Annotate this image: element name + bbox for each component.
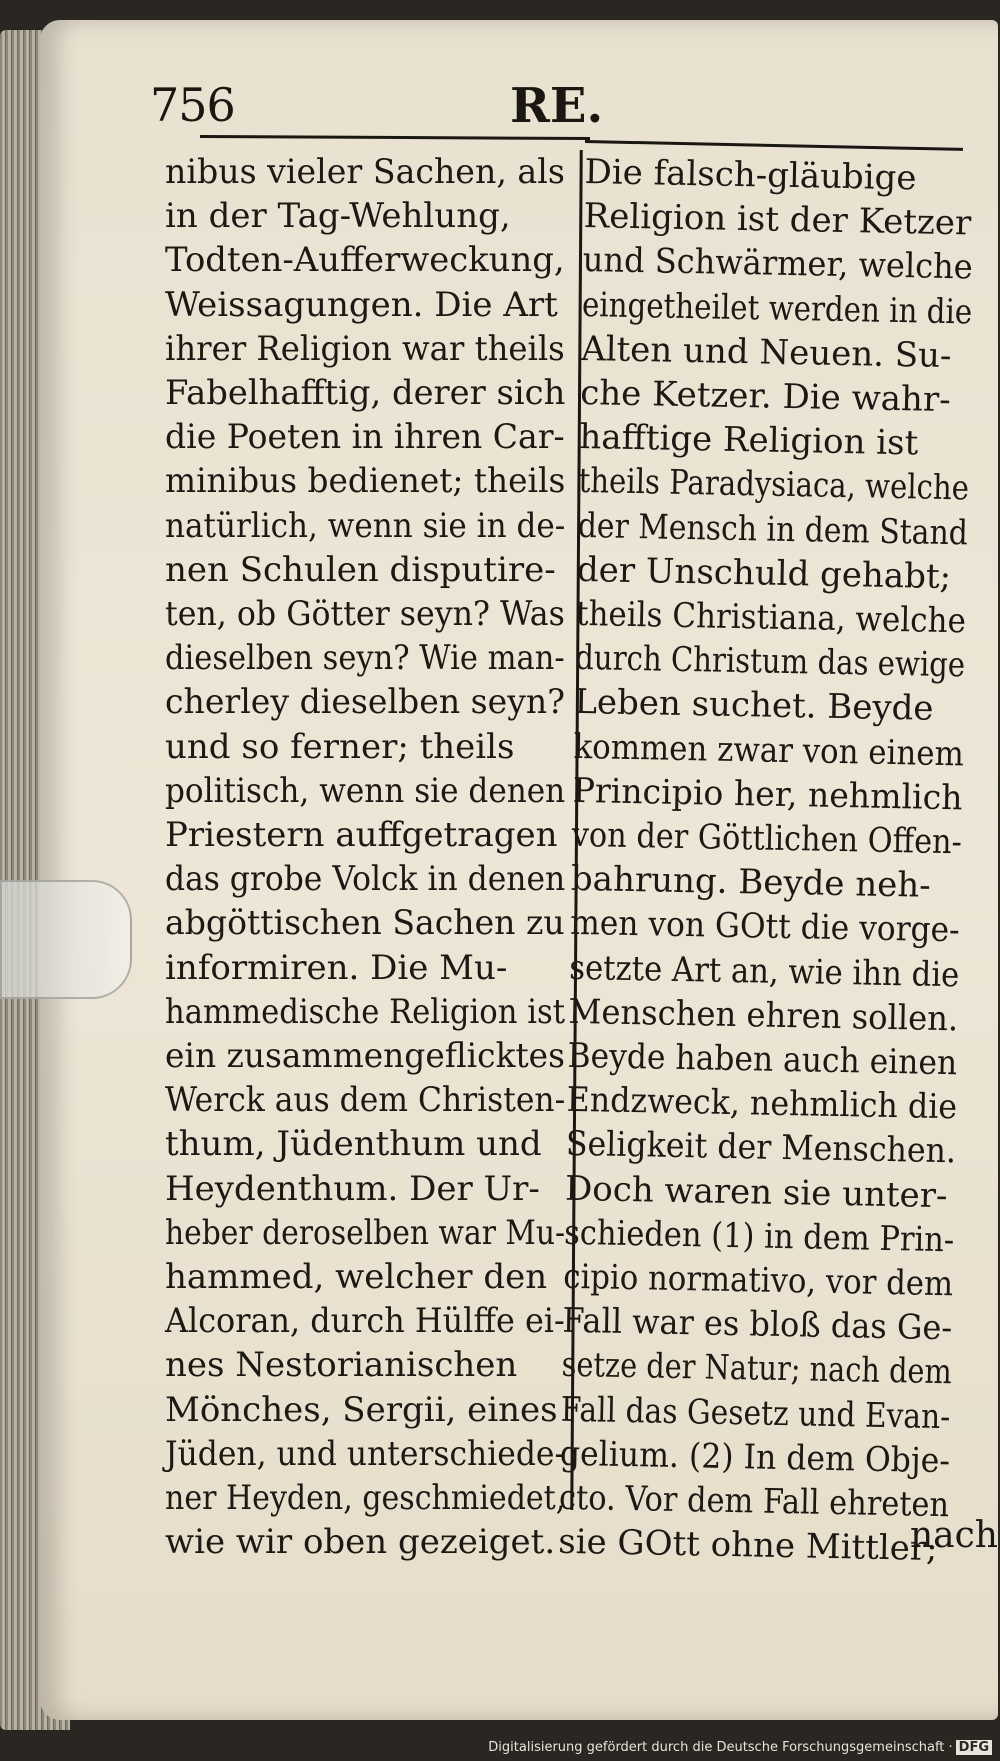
text-line: men von GOtt die vorge- [569, 903, 961, 951]
text-line: Religion ist der Ketzer [583, 196, 972, 244]
text-line: nibus vieler Sachen, als [165, 152, 565, 192]
text-line: wie wir oben gezeiget. [165, 1522, 556, 1563]
text-line: thum, Jüdenthum und [165, 1124, 542, 1165]
text-line: und Schwärmer, welche [582, 240, 974, 288]
text-line: ner Heyden, geschmiedet, [165, 1478, 566, 1519]
text-line: das grobe Volck in denen [165, 859, 566, 900]
left-text-column [165, 150, 565, 1565]
text-line: hammedische Religion ist [165, 991, 566, 1032]
text-line: cto. Vor dem Fall ehreten [558, 1477, 950, 1526]
text-line: Die falsch-gläubige [584, 151, 917, 199]
text-line: theils Christiana, welche [575, 593, 967, 642]
text-line: Endzweck, nehmlich die [566, 1080, 958, 1128]
footer-text: Digitalisierung gefördert durch die Deutsche Forschungsgemeinschaft · [488, 1740, 953, 1755]
text-line: ten, ob Götter seyn? Was [165, 594, 565, 635]
catchword: nach [910, 1515, 998, 1556]
text-line: Principio her, nehmlich [572, 770, 963, 819]
page-number: 756 [150, 78, 235, 132]
page-clip [0, 880, 132, 999]
text-line: Priestern auffgetragen [165, 815, 558, 856]
text-line: setzte Art an, wie ihn die [568, 947, 960, 995]
text-line: und so ferner; theils [165, 726, 515, 767]
text-line: cipio normativo, vor dem [562, 1256, 954, 1305]
text-line: informiren. Die Mu- [165, 947, 508, 988]
text-line: Mönches, Sergii, eines [165, 1389, 558, 1430]
digitization-footer [488, 1740, 992, 1755]
text-line: Fall das Gesetz und Evan- [560, 1389, 951, 1437]
text-line: Werck aus dem Christen- [165, 1080, 566, 1121]
text-line: ihrer Religion war theils [165, 328, 565, 369]
text-line: Alten und Neuen. Su- [580, 328, 952, 376]
text-line: sie GOtt ohne Mittler; [557, 1522, 938, 1570]
text-line: Todten-Aufferweckung, [165, 240, 565, 281]
text-line: bahrung. Beyde neh- [570, 859, 932, 907]
text-line: natürlich, wenn sie in de- [165, 505, 566, 546]
text-line: Seligkeit der Menschen. [565, 1124, 957, 1172]
text-line: Alcoran, durch Hülffe ei- [165, 1301, 565, 1342]
text-line: dieselben seyn? Wie man- [165, 638, 565, 679]
text-line: Beyde haben auch einen [567, 1035, 958, 1084]
right-text-column [558, 150, 975, 1572]
text-line: Weissagungen. Die Art [165, 284, 558, 325]
text-line: cherley dieselben seyn? [165, 682, 565, 723]
text-line: kommen zwar von einem [573, 726, 965, 775]
text-line: Leben suchet. Beyde [574, 682, 934, 730]
text-line: Doch waren sie unter- [564, 1168, 948, 1216]
text-line: Fabelhafftig, derer sich [165, 373, 566, 414]
text-line: gelium. (2) In dem Obje- [559, 1433, 951, 1482]
running-head: RE. [510, 78, 604, 134]
text-line: che Ketzer. Die wahr- [579, 372, 952, 421]
text-line: der Unschuld gehabt; [576, 549, 952, 597]
text-line: von der Göttlichen Offen- [571, 814, 963, 863]
text-line: hammed, welcher den [165, 1257, 548, 1298]
text-line: schieden (1) in dem Prin- [563, 1212, 955, 1261]
text-line: nes Nestorianischen [165, 1345, 518, 1386]
text-line: Menschen ehren sollen. [568, 991, 959, 1040]
text-line: der Mensch in dem Stand [577, 505, 969, 554]
text-line: die Poeten in ihren Car- [165, 417, 565, 458]
text-line: setze der Natur; nach dem [561, 1345, 953, 1393]
text-line: minibus bedienet; theils [165, 461, 566, 502]
text-line: ein zusammengeflicktes [165, 1036, 565, 1077]
text-line: hafftige Religion ist [579, 417, 919, 464]
text-line: abgöttischen Sachen zu [165, 903, 565, 944]
text-line: politisch, wenn sie denen [165, 770, 566, 811]
text-line: durch Christum das ewige [574, 638, 966, 686]
text-line: nen Schulen disputire- [165, 549, 556, 590]
dfg-logo: DFG [956, 1740, 992, 1755]
text-line: Heydenthum. Der Ur- [165, 1168, 540, 1209]
text-line: in der Tag-Wehlung, [165, 196, 511, 237]
text-line: eingetheilet werden in die [581, 284, 973, 333]
text-line: Jüden, und unterschiede- [165, 1433, 566, 1474]
text-line: heber deroselben war Mu- [165, 1212, 566, 1253]
text-line: theils Paradysiaca, welche [578, 461, 970, 509]
text-line: Fall war es bloß das Ge- [562, 1301, 953, 1349]
